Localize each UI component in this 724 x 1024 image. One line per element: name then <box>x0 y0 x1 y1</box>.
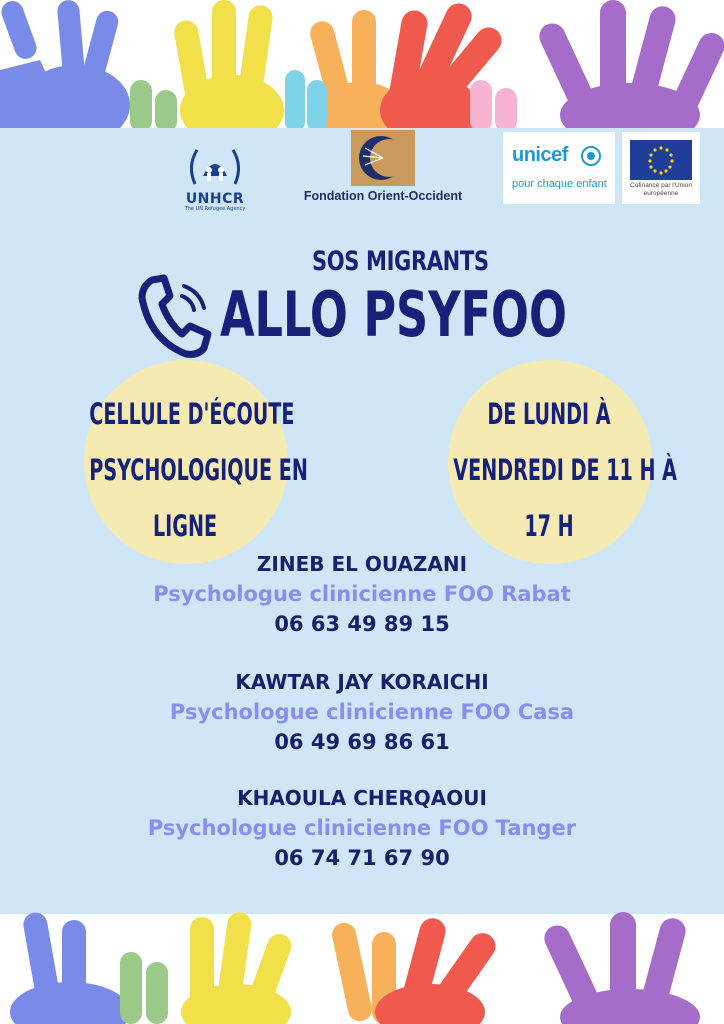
hand-green-bottom <box>120 952 168 1024</box>
hand-purple-bottom <box>540 912 700 1024</box>
eu-logo <box>622 132 700 204</box>
hand-yellow <box>172 0 284 132</box>
foo-emblem-icon <box>351 130 415 186</box>
contact-role: Psychologue clinicienne FOO Casa <box>169 700 575 724</box>
unicef-tagline: pour chaque enfant <box>512 178 607 190</box>
hours-line: VENDREDI DE 11 H À <box>453 453 677 487</box>
contact-name: KAWTAR JAY KORAICHI <box>235 670 489 694</box>
hand-blue-bottom <box>10 912 130 1024</box>
eu-tagline: Cofinancé par l'Union européenne <box>630 182 692 197</box>
contact-role: Psychologue clinicienne FOO Tanger <box>147 816 577 840</box>
hand-blue-left <box>0 0 130 132</box>
unicef-globe-icon <box>580 145 602 167</box>
contact-phone[interactable]: 06 49 69 86 61 <box>274 730 450 754</box>
contact-role: Psychologue clinicienne FOO Rabat <box>153 582 571 606</box>
phone-icon <box>138 274 218 360</box>
unicef-logo <box>503 132 615 204</box>
service-description <box>40 386 330 554</box>
top-hands-illustration <box>0 0 724 132</box>
contact-name: ZINEB EL OUAZANI <box>256 552 468 576</box>
service-line: PSYCHOLOGIQUE EN <box>89 453 308 487</box>
hours-description <box>404 386 694 554</box>
foo-name: Fondation Orient-Occident <box>303 189 463 203</box>
hand-pink <box>470 80 517 132</box>
unhcr-emblem-icon <box>185 146 245 186</box>
eu-flag-icon <box>630 140 692 180</box>
unhcr-name: UNHCR <box>185 191 245 207</box>
main-panel <box>0 128 724 914</box>
contact-phone[interactable]: 06 74 71 67 90 <box>274 846 450 870</box>
hand-yellow-bottom <box>181 912 295 1024</box>
hours-line: DE LUNDI À <box>487 397 611 431</box>
headline-subtitle: SOS MIGRANTS <box>312 246 489 277</box>
hand-green-left <box>130 80 177 132</box>
contact-name: KHAOULA CHERQAOUI <box>237 786 487 810</box>
hours-line: 17 H <box>524 509 574 543</box>
unicef-name: unicef <box>512 144 568 166</box>
service-line: LIGNE <box>152 509 218 543</box>
service-line: CELLULE D'ÉCOUTE <box>89 397 295 431</box>
unhcr-logo <box>170 146 260 212</box>
contact-card <box>0 552 724 636</box>
contact-card <box>0 670 724 754</box>
foo-logo <box>290 130 476 203</box>
hand-cyan <box>285 70 327 132</box>
hand-purple <box>535 0 724 132</box>
contact-card <box>0 786 724 870</box>
headline-title: ALLO PSYFOO <box>220 278 567 351</box>
unhcr-subtitle: The UN Refugee Agency <box>184 206 246 212</box>
contact-phone[interactable]: 06 63 49 89 15 <box>274 612 450 636</box>
bottom-hands-illustration <box>0 912 724 1024</box>
